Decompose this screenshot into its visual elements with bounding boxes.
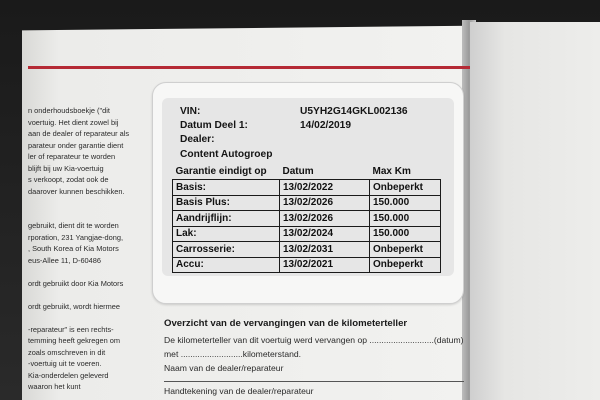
left-column-line: zoals omschreven in dit (28, 347, 106, 357)
row-km: 150.000 (370, 211, 441, 227)
header-datum: Datum (280, 164, 370, 180)
left-column-line: n onderhoudsboekje ("dit (28, 106, 110, 115)
row-label: Accu: (173, 257, 280, 273)
vin-label: VIN: (180, 106, 201, 117)
row-label: Aandrijflijn: (173, 211, 280, 227)
row-date: 13/02/2031 (280, 242, 370, 258)
row-date: 13/02/2022 (280, 180, 370, 196)
row-date: 13/02/2026 (280, 211, 370, 227)
left-column-line: -voertuig uit te voeren. (28, 359, 102, 368)
warranty-table-header (173, 164, 441, 180)
odometer-section-title: Overzicht van de vervangingen van de kilometerteller (164, 318, 408, 329)
table-row (173, 195, 441, 211)
left-column-line: gebruikt, dient dit te worden (28, 221, 119, 230)
left-column-line: aan de dealer of reparateur als (28, 129, 130, 138)
left-column-line: ordt gebruikt door Kia Motors (28, 278, 124, 288)
dealer-name-rule (164, 381, 464, 382)
vin-value: U5YH2G14GKL002136 (300, 106, 408, 117)
left-column-line: rporation, 231 Yangjae-dong, (28, 232, 124, 242)
table-row (173, 226, 441, 242)
row-label: Basis: (173, 180, 280, 196)
table-row (173, 180, 441, 196)
row-label: Carrosserie: (173, 242, 280, 258)
row-label: Lak: (173, 226, 280, 242)
row-km: 150.000 (370, 195, 441, 211)
row-km: 150.000 (370, 226, 441, 242)
left-column-line: ordt gebruikt, wordt hiermee (28, 301, 121, 311)
left-column-line: Kia-onderdelen geleverd (28, 370, 109, 380)
table-row (173, 211, 441, 227)
datum-label: Datum Deel 1: (180, 120, 248, 131)
left-column-line: ler of reparateur te worden (28, 152, 116, 161)
dealer-value: Content Autogroep (180, 149, 273, 160)
left-column-line: -reparateur" is een rechts- (28, 324, 114, 334)
booklet-right-page (470, 22, 600, 400)
left-column-line: parateur onder garantie dient (28, 140, 124, 150)
left-column-line: blijft bij uw Kia-voertuig (28, 163, 104, 173)
red-header-rule (28, 66, 470, 69)
row-km: Onbeperkt (370, 180, 441, 196)
row-label: Basis Plus: (173, 195, 280, 211)
warranty-table (172, 164, 441, 273)
row-km: Onbeperkt (370, 242, 441, 258)
left-column-line: daarover kunnen beschikken. (28, 186, 125, 196)
left-column-line: voertuig. Het dient zowel bij (28, 117, 119, 127)
row-km: Onbeperkt (370, 257, 441, 273)
dealer-signature-line: Handtekening van de dealer/reparateur (164, 386, 314, 396)
table-row (173, 257, 441, 273)
header-garantie: Garantie eindigt op (173, 164, 280, 180)
left-column-line: , South Korea of Kia Motors (28, 244, 119, 253)
header-max-km: Max Km (370, 164, 441, 180)
dealer-label: Dealer: (180, 134, 215, 145)
dealer-name-line: Naam van de dealer/reparateur (164, 363, 284, 373)
left-column-line: eus-Allee 11, D-60486 (28, 255, 101, 265)
left-column-line: s verkoopt, zodat ook de (28, 175, 109, 184)
table-row (173, 242, 441, 258)
left-column-line: waaron het kunt (28, 382, 81, 391)
datum-value: 14/02/2019 (300, 120, 351, 131)
odometer-line-km: met ..........................kilometerstand. (164, 349, 302, 359)
row-date: 13/02/2024 (280, 226, 370, 242)
row-date: 13/02/2026 (280, 195, 370, 211)
row-date: 13/02/2021 (280, 257, 370, 273)
odometer-line-date: De kilometerteller van dit voertuig werd vervangen op ...........................(datum) (164, 335, 464, 345)
left-column-line: temming heeft gekregen om (28, 336, 121, 345)
